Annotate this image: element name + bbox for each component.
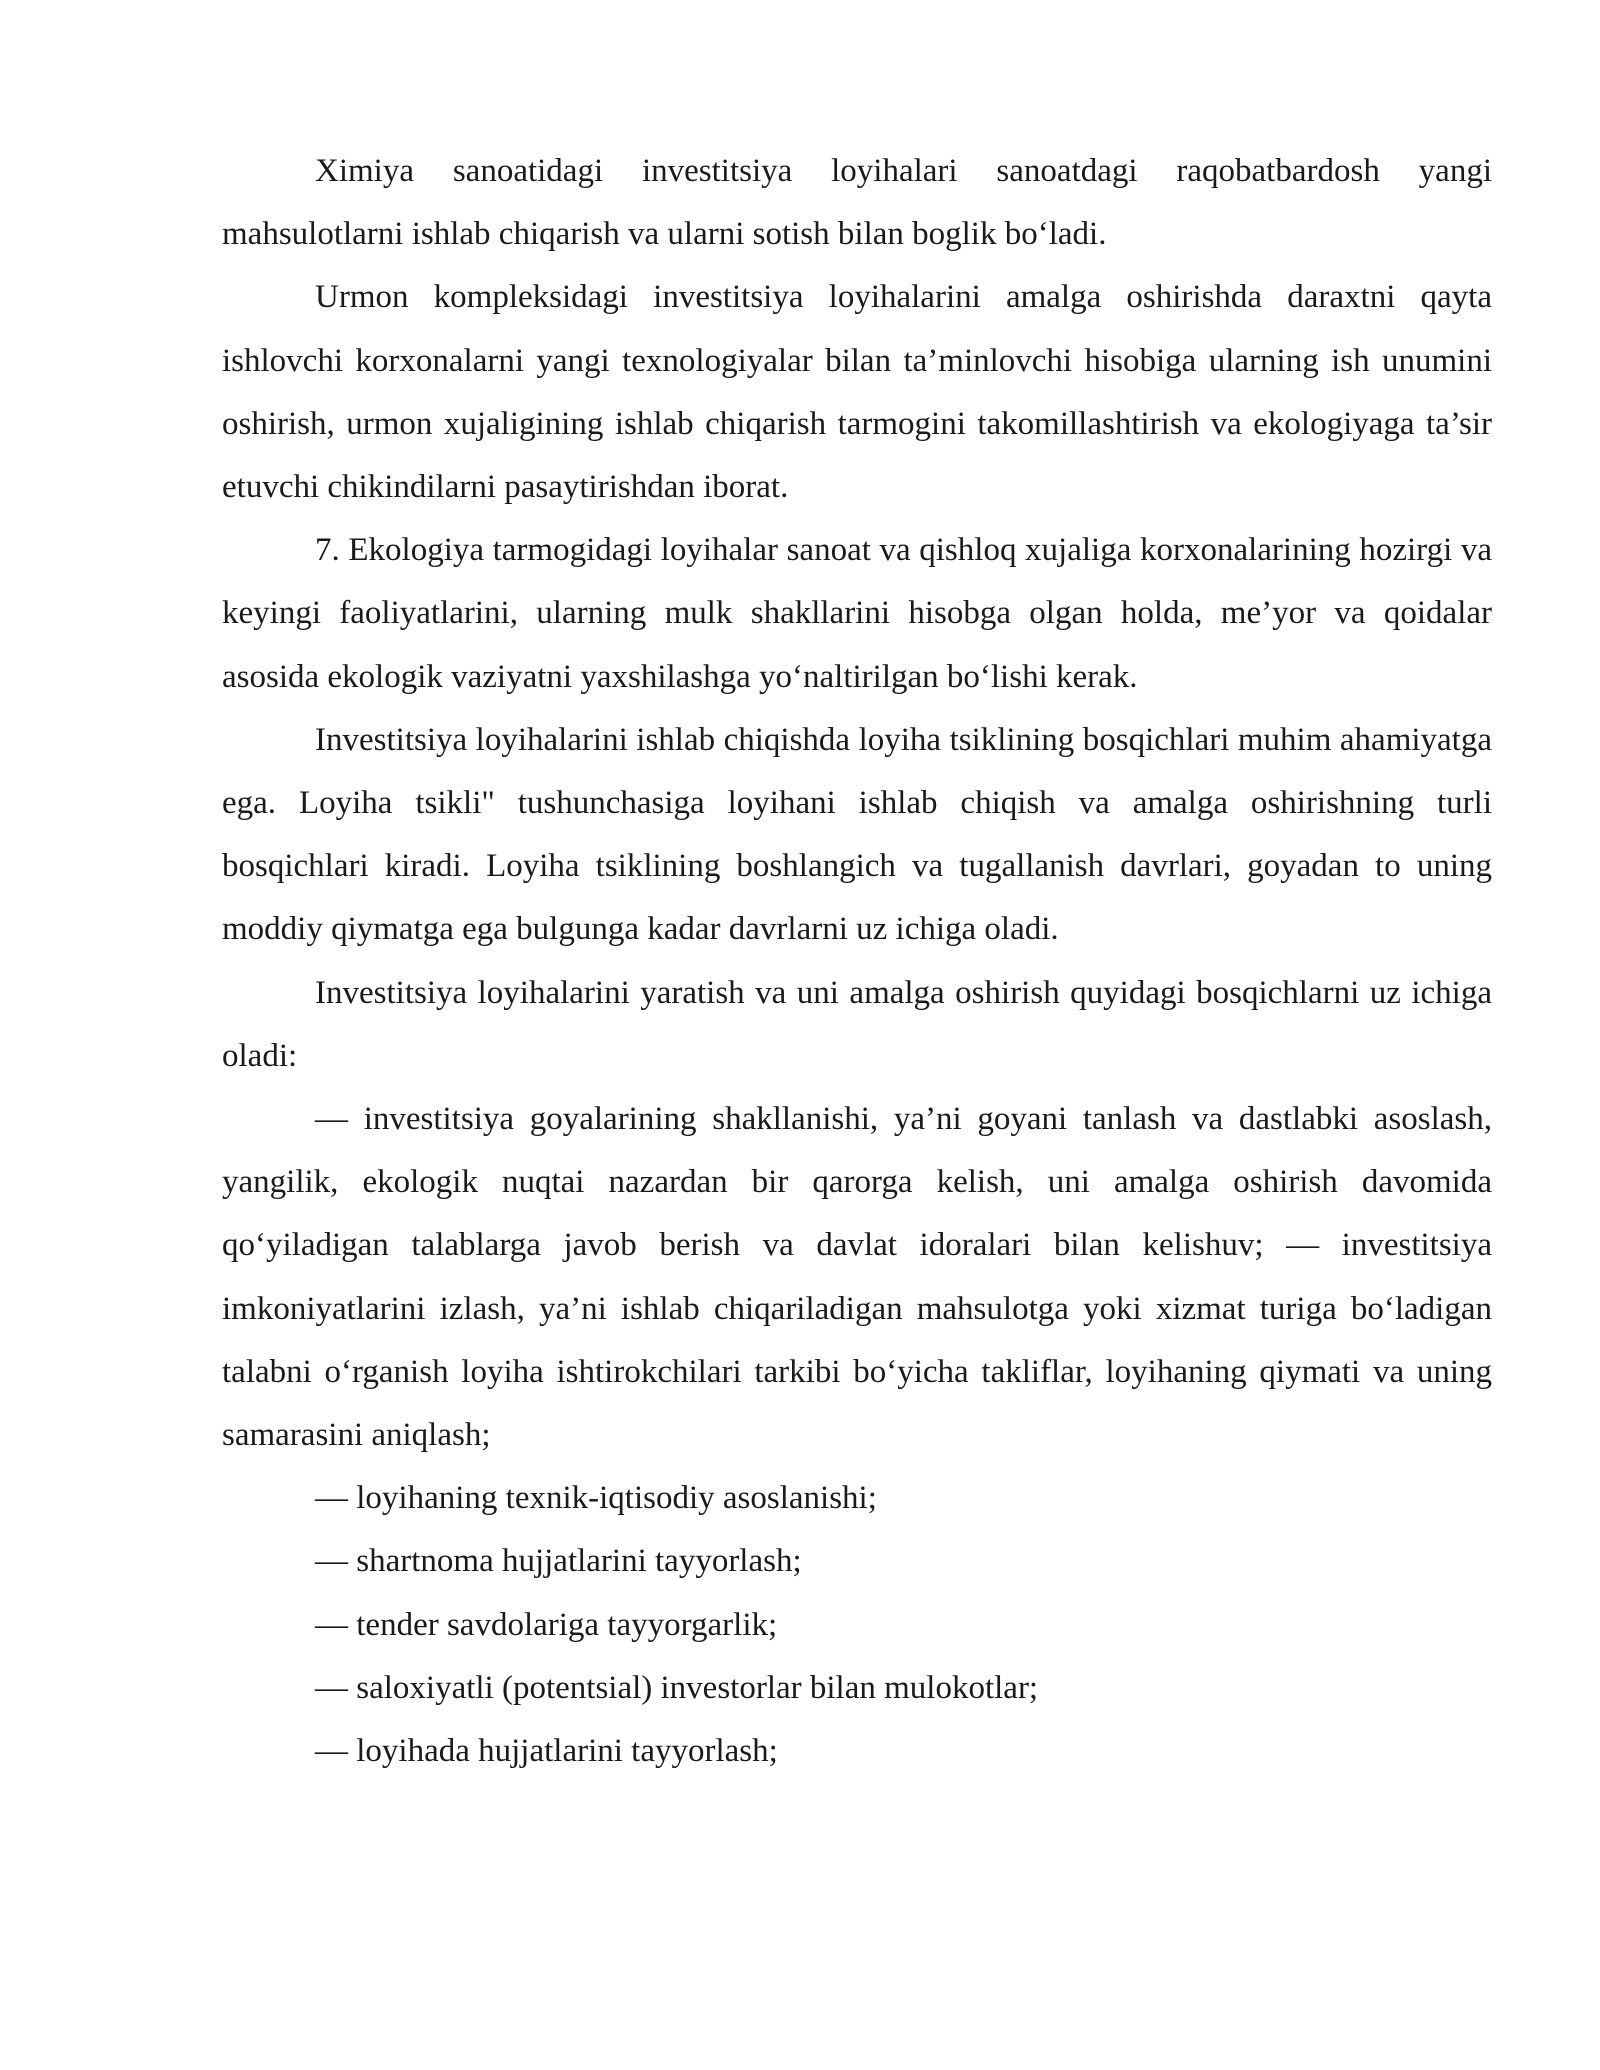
list-item-investor-talks: — saloxiyatli (potentsial) investorlar bilan mulokotlar;	[315, 1669, 1039, 1706]
paragraph-idea-formation: — investitsiya goyalarining shakllanishi, ya’ni goyani tanlash va dastlabki asoslash, yangilik, ekologik nuqtai nazardan bir qarorga kelish, uni amalga oshirish davomida qo‘yiladigan talablarga javob berish va davlat idoralari bilan kelishuv; — investitsiya imkoniyatlarini izlash, ya’ni ishlab chiqariladigan mahsulotga yoki xizmat turiga bo‘ladigan talabni o‘rganish loyiha ishtirokchilari tarkibi bo‘yicha takliflar, loyihaning qiymati va uning samarasini aniqlash;	[222, 1101, 1492, 1454]
paragraph-project-cycle: Investitsiya loyihalarini ishlab chiqishda loyiha tsiklining bosqichlari muhim ahamiyatga ega. Loyiha tsikli" tushunchasiga loyihani ishlab chiqish va amalga oshirishning turli bosqichlari kiradi. Loyiha tsiklining boshlangich va tugallanish davrlari, goyadan to uning moddiy qiymatga ega bulgunga kadar davrlarni uz ichiga oladi.	[222, 721, 1492, 948]
paragraph-ecology-projects: 7. Ekologiya tarmogidagi loyihalar sanoat va qishloq xujaliga korxonalarining hozirgi va keyingi faoliyatlarini, ularning mulk shakllarini hisobga olgan holda, me’yor va qoidalar asosida ekologik vaziyatni yaxshilashga yo‘naltirilgan bo‘lishi kerak.	[222, 532, 1492, 695]
list-item-tender: — tender savdolariga tayyorgarlik;	[315, 1606, 778, 1643]
paragraph-stages-intro: Investitsiya loyihalarini yaratish va uni amalga oshirish quyidagi bosqichlarni uz ichiga oladi:	[222, 974, 1492, 1074]
list-item-contract-docs: — shartnoma hujjatlarini tayyorlash;	[315, 1543, 802, 1580]
list-item-project-docs: — loyihada hujjatlarini tayyorlash;	[315, 1733, 778, 1770]
document-page	[222, 140, 1492, 1783]
paragraph-chemical-industry: Ximiya sanoatidagi investitsiya loyihalari sanoatdagi raqobatbardosh yangi mahsulotlarni ishlab chiqarish va ularni sotish bilan boglik bo‘ladi.	[222, 153, 1492, 253]
paragraph-forest-complex: Urmon kompleksidagi investitsiya loyihalarini amalga oshirishda daraxtni qayta ishlovchi korxonalarni yangi texnologiyalar bilan ta’minlovchi hisobiga ularning ish unumini oshirish, urmon xujaligining ishlab chiqarish tarmogini takomillashtirish va ekologiyaga ta’sir etuvchi chikindilarni pasaytirishdan iborat.	[222, 279, 1492, 506]
list-item-feasibility: — loyihaning texnik-iqtisodiy asoslanishi;	[315, 1480, 877, 1517]
